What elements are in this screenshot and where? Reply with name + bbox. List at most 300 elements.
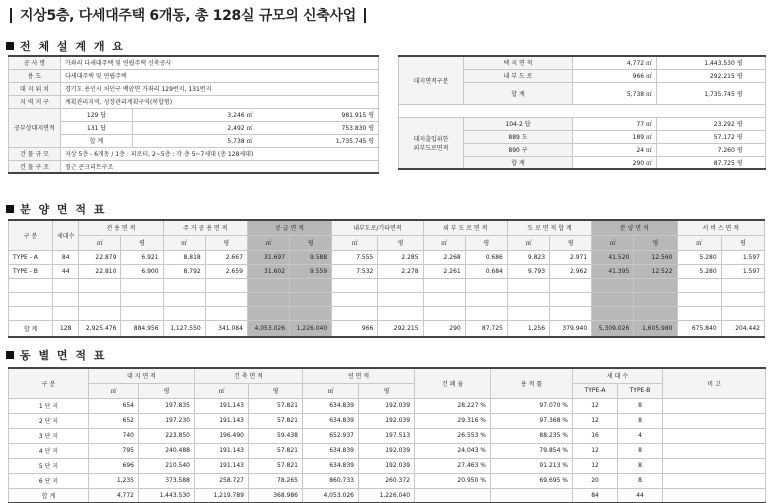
row-label: 3 단 지 [9, 428, 89, 443]
total-cell: 4,053.026 [303, 488, 359, 503]
table-cell: 2.659 [205, 264, 247, 278]
table-cell: 223.850 [139, 428, 195, 443]
unit-m2-header: ㎡ [247, 235, 289, 250]
table-cell: 634.839 [303, 413, 359, 428]
total-cell: 87.725 [465, 320, 507, 337]
table-cell: 2.278 [378, 264, 423, 278]
table-cell: 6.900 [121, 264, 163, 278]
table-row [9, 147, 379, 160]
table-cell: 22.879 [79, 250, 121, 264]
land-split-name: 내 부 도 로 [464, 69, 573, 82]
group-header: 건 축 면 적 [195, 368, 303, 383]
table-cell: 41.520 [592, 250, 634, 264]
total-cell: 1,219.789 [195, 488, 249, 503]
table-row [9, 398, 766, 413]
empty-cell [747, 143, 766, 156]
empty-cell [332, 306, 378, 320]
empty-cell [465, 278, 507, 292]
table-cell: 12 [573, 458, 618, 473]
group-header: 전 용 면 적 [79, 220, 163, 235]
empty-cell [290, 278, 332, 292]
total-cell: 5,309.026 [592, 320, 634, 337]
table-cell: 2.962 [550, 264, 592, 278]
empty-cell [423, 278, 465, 292]
unit-m2-header: ㎡ [89, 383, 139, 398]
table-cell: 634.839 [303, 398, 359, 413]
table-cell: 373.588 [139, 473, 195, 488]
table-cell: 41.395 [592, 264, 634, 278]
table-cell: 22.810 [79, 264, 121, 278]
group-header: 공 급 면 적 [247, 220, 331, 235]
group-header: 주 거 공 용 면 적 [163, 220, 247, 235]
empty-cell [9, 292, 53, 306]
empty-cell [163, 292, 205, 306]
table-cell: 260.372 [359, 473, 415, 488]
table-cell: 5.280 [677, 264, 721, 278]
row-label: TYPE - B [9, 264, 53, 278]
field-value: 경기도 용인시 처인구 백암면 가좌리 129번지, 131번지 [61, 82, 379, 95]
table-cell: 192.039 [359, 398, 415, 413]
row-label: 4 단 지 [9, 443, 89, 458]
table-row [9, 264, 765, 278]
outer-road-py: 87.725 평 [657, 156, 747, 169]
remarks-cell [663, 413, 766, 428]
land-split-name: 합 계 [464, 82, 573, 104]
table-cell: 2.667 [205, 250, 247, 264]
empty-cell [205, 306, 247, 320]
outer-road-name: 889 도 [464, 130, 573, 143]
field-label: 공 사 명 [9, 56, 61, 69]
table-cell: 8 [618, 473, 663, 488]
land-area-m2: 5,738 ㎡ [133, 134, 257, 147]
total-cell: 675.840 [677, 320, 721, 337]
table-cell: 88.235 % [491, 428, 573, 443]
empty-cell [205, 292, 247, 306]
land-split-m2: 4,772 ㎡ [573, 56, 657, 69]
empty-cell [592, 278, 634, 292]
table-cell: 192.039 [359, 458, 415, 473]
total-cell: 1,127.550 [163, 320, 205, 337]
empty-cell [747, 82, 766, 104]
table-cell: 12 [573, 443, 618, 458]
empty-cell [747, 117, 766, 130]
table-row [9, 428, 766, 443]
section-overview-title: 전 체 설 계 개 요 [20, 40, 125, 53]
unit-m2-header: ㎡ [507, 235, 549, 250]
unit-m2-header: ㎡ [303, 383, 359, 398]
empty-cell [465, 292, 507, 306]
blank-row [9, 306, 765, 320]
far-header: 용 적 률 [491, 368, 573, 398]
table-row [9, 134, 379, 147]
total-cell: 204.442 [721, 320, 764, 337]
table-cell: 97.070 % [491, 398, 573, 413]
total-cell: 4,053.026 [247, 320, 289, 337]
table-cell: 8.818 [163, 250, 205, 264]
empty-cell [747, 56, 766, 69]
overview-left-table [8, 55, 379, 174]
empty-cell [9, 306, 53, 320]
unit-m2-header: ㎡ [163, 235, 205, 250]
empty-cell [378, 278, 423, 292]
empty-cell [592, 306, 634, 320]
table-cell: 24.043 % [415, 443, 491, 458]
table-cell: 740 [89, 428, 139, 443]
total-cell: 1,226.040 [359, 488, 415, 503]
table-cell: 26.553 % [415, 428, 491, 443]
field-value: 계획관리지역, 성장관리계획구역(복합형) [61, 95, 379, 108]
empty-cell [121, 306, 163, 320]
empty-cell [721, 278, 764, 292]
table-cell: 696 [89, 458, 139, 473]
unit-py-header: 평 [121, 235, 163, 250]
remarks-header: 비 고 [663, 368, 766, 398]
empty-cell [332, 278, 378, 292]
unit-py-header: 평 [465, 235, 507, 250]
empty-cell [550, 306, 592, 320]
remarks-cell [663, 488, 766, 503]
empty-cell [747, 130, 766, 143]
section-area-title: 분 양 면 적 표 [20, 203, 107, 216]
table-cell: 79.854 % [491, 443, 573, 458]
remarks-cell [663, 428, 766, 443]
empty-cell [79, 306, 121, 320]
table-row [9, 69, 379, 82]
table-cell: 2.268 [423, 250, 465, 264]
table-cell: 6.921 [121, 250, 163, 264]
empty-cell [592, 292, 634, 306]
land-split-py: 1,443.530 평 [657, 56, 747, 69]
unit-m2-header: ㎡ [592, 235, 634, 250]
empty-cell [721, 306, 764, 320]
table-cell: 59.438 [249, 428, 303, 443]
section-building-heading [6, 348, 106, 362]
unit-py-header: 평 [359, 383, 415, 398]
table-row [9, 473, 766, 488]
table-cell: 31.602 [247, 264, 289, 278]
field-label: 용 도 [9, 69, 61, 82]
table-cell: 57.821 [249, 458, 303, 473]
table-cell: 795 [89, 443, 139, 458]
table-cell: 191.143 [195, 458, 249, 473]
remarks-cell [663, 398, 766, 413]
type-b-header: TYPE-B [618, 383, 663, 398]
section-area-heading [6, 202, 106, 216]
outer-road-m2: 77 ㎡ [573, 117, 657, 130]
row-label: 2 단 지 [9, 413, 89, 428]
land-area-py: 1,735.745 평 [257, 134, 379, 147]
table-cell: 8 [618, 398, 663, 413]
total-row [9, 320, 765, 337]
empty-cell [378, 306, 423, 320]
land-split-m2: 5,738 ㎡ [573, 82, 657, 104]
table-cell: 84 [53, 250, 79, 264]
unit-m2-header: ㎡ [677, 235, 721, 250]
table-row [399, 56, 766, 69]
empty-cell [550, 292, 592, 306]
land-area-name: 합 계 [61, 134, 133, 147]
outer-road-m2: 24 ㎡ [573, 143, 657, 156]
empty-cell [465, 306, 507, 320]
table-cell: 12.522 [634, 264, 677, 278]
table-cell: 860.733 [303, 473, 359, 488]
table-cell: 7.555 [332, 250, 378, 264]
empty-cell [53, 278, 79, 292]
empty-cell [634, 278, 677, 292]
empty-cell [399, 104, 766, 117]
total-row [9, 488, 766, 503]
unit-py-header: 평 [550, 235, 592, 250]
total-cell: 368.986 [249, 488, 303, 503]
table-row [9, 443, 766, 458]
empty-cell [53, 306, 79, 320]
total-label: 합 계 [9, 488, 89, 503]
table-cell: 31.697 [247, 250, 289, 264]
table-row [9, 82, 379, 95]
unit-py-header: 평 [139, 383, 195, 398]
table-row [9, 56, 379, 69]
empty-cell [747, 69, 766, 82]
total-cell: 2,925.476 [79, 320, 121, 337]
field-label: 건 물 구 조 [9, 160, 61, 173]
group-header: 도 로 면 적 합 계 [507, 220, 591, 235]
table-cell: 4 [618, 428, 663, 443]
empty-cell [163, 278, 205, 292]
table-cell: 192.039 [359, 443, 415, 458]
table-cell: 196.490 [195, 428, 249, 443]
outer-road-py: 57.172 평 [657, 130, 747, 143]
section-overview-heading [6, 39, 125, 53]
table-cell: 8.792 [163, 264, 205, 278]
group-header: 서 비 스 면 적 [677, 220, 765, 235]
table-cell: 1.597 [721, 264, 764, 278]
table-cell: 29.316 % [415, 413, 491, 428]
outer-road-m2: 290 ㎡ [573, 156, 657, 169]
total-cell: 1,605.980 [634, 320, 677, 337]
table-cell: 69.695 % [491, 473, 573, 488]
table-cell: 1,235 [89, 473, 139, 488]
group-header: 외 부 도 로 면 적 [423, 220, 507, 235]
total-cell: 341.084 [205, 320, 247, 337]
page-title-text: 지상5층, 다세대주택 6개동, 총 128실 규모의 신축사업 [20, 8, 356, 24]
total-cell: 128 [53, 320, 79, 337]
field-label: 건 물 규 모 [9, 147, 61, 160]
col-units-header: 세대수 [53, 220, 79, 250]
col-type-header: 구 분 [9, 368, 89, 398]
empty-cell [290, 292, 332, 306]
blank-row [399, 104, 766, 117]
row-label: 5 단 지 [9, 458, 89, 473]
empty-cell [247, 292, 289, 306]
table-cell: 28.227 % [415, 398, 491, 413]
building-table [8, 367, 766, 503]
total-cell: 44 [618, 488, 663, 503]
remarks-cell [663, 473, 766, 488]
total-cell: 4,772 [89, 488, 139, 503]
table-cell: 91.213 % [491, 458, 573, 473]
table-cell: 191.143 [195, 443, 249, 458]
remarks-cell [663, 458, 766, 473]
group-header: 대 지 면 적 [89, 368, 195, 383]
table-cell: 210.540 [139, 458, 195, 473]
table-cell: 9.823 [507, 250, 549, 264]
total-cell: 379.940 [550, 320, 592, 337]
empty-cell [507, 278, 549, 292]
blank-row [9, 278, 765, 292]
unit-m2-header: ㎡ [195, 383, 249, 398]
blank-row [9, 292, 765, 306]
unit-py-header: 평 [249, 383, 303, 398]
empty-cell [507, 306, 549, 320]
table-cell: 197.230 [139, 413, 195, 428]
table-cell: 78.265 [249, 473, 303, 488]
table-cell: 9.793 [507, 264, 549, 278]
page-title [8, 4, 366, 26]
table-cell: 12 [573, 398, 618, 413]
row-label: 1 단 지 [9, 398, 89, 413]
table-row [9, 250, 765, 264]
table-cell: 27.463 % [415, 458, 491, 473]
table-row [9, 413, 766, 428]
field-value: 가좌리 다세대주택 및 연립주택 신축공사 [61, 56, 379, 69]
empty-cell [677, 306, 721, 320]
table-cell: 9.588 [290, 250, 332, 264]
empty-cell [205, 278, 247, 292]
table-cell: 12 [573, 413, 618, 428]
total-cell: 884.956 [121, 320, 163, 337]
header-row [9, 220, 765, 235]
title-bar-right [364, 8, 366, 23]
table-cell: 16 [573, 428, 618, 443]
land-split-label: 대지면적구분 [399, 56, 464, 104]
table-row [9, 121, 379, 134]
total-cell [491, 488, 573, 503]
total-cell: 292.215 [378, 320, 423, 337]
empty-cell [247, 278, 289, 292]
empty-cell [423, 306, 465, 320]
table-cell: 57.821 [249, 443, 303, 458]
table-cell: 8 [618, 443, 663, 458]
field-label: 대 지 위 치 [9, 82, 61, 95]
total-cell [415, 488, 491, 503]
table-cell: 2.285 [378, 250, 423, 264]
table-cell: 9.559 [290, 264, 332, 278]
empty-cell [634, 306, 677, 320]
table-row [9, 160, 379, 173]
land-split-py: 292.215 평 [657, 69, 747, 82]
outer-road-name: 104-2 답 [464, 117, 573, 130]
total-cell: 966 [332, 320, 378, 337]
table-cell: 8 [618, 413, 663, 428]
unit-py-header: 평 [634, 235, 677, 250]
empty-cell [290, 306, 332, 320]
table-cell: 197.513 [359, 428, 415, 443]
table-cell: 652.937 [303, 428, 359, 443]
remarks-cell [663, 443, 766, 458]
table-cell: 7.532 [332, 264, 378, 278]
empty-cell [121, 278, 163, 292]
empty-cell [121, 292, 163, 306]
table-row [9, 458, 766, 473]
unit-m2-header: ㎡ [423, 235, 465, 250]
empty-cell [423, 292, 465, 306]
unit-m2-header: ㎡ [332, 235, 378, 250]
outer-road-py: 7.260 평 [657, 143, 747, 156]
outer-road-name: 합 계 [464, 156, 573, 169]
outer-road-label-line2: 외부도로면적 [413, 144, 449, 152]
land-area-label: 공부상대지면적 [9, 108, 61, 147]
empty-cell [79, 292, 121, 306]
section-building-title: 동 별 면 적 표 [20, 349, 107, 362]
header-row [9, 383, 766, 398]
group-header: 분 양 면 적 [592, 220, 677, 235]
land-area-py: 753.830 평 [257, 121, 379, 134]
header-row [9, 368, 766, 383]
table-cell: 258.727 [195, 473, 249, 488]
total-cell: 1,226.040 [290, 320, 332, 337]
overview-right-table [398, 55, 766, 170]
empty-cell [53, 292, 79, 306]
table-cell: 654 [89, 398, 139, 413]
header-row [9, 235, 765, 250]
total-cell: 84 [573, 488, 618, 503]
type-a-header: TYPE-A [573, 383, 618, 398]
coverage-header: 건 폐 율 [415, 368, 491, 398]
outer-road-py: 23.292 평 [657, 117, 747, 130]
empty-cell [332, 292, 378, 306]
land-area-m2: 3,246 ㎡ [133, 108, 257, 121]
table-cell: 57.821 [249, 413, 303, 428]
empty-cell [378, 292, 423, 306]
unit-py-header: 평 [205, 235, 247, 250]
land-area-m2: 2,492 ㎡ [133, 121, 257, 134]
table-cell: 5.280 [677, 250, 721, 264]
section-square-icon [6, 205, 14, 213]
field-label: 지 역 지 구 [9, 95, 61, 108]
empty-cell [79, 278, 121, 292]
land-split-name: 택 지 면 적 [464, 56, 573, 69]
title-bar-left [10, 8, 12, 23]
section-square-icon [6, 42, 14, 50]
total-label: 합 계 [9, 320, 53, 337]
empty-cell [247, 306, 289, 320]
row-label: 6 단 지 [9, 473, 89, 488]
table-cell: 1.597 [721, 250, 764, 264]
empty-cell [550, 278, 592, 292]
units-group-header: 세 대 수 [573, 368, 663, 383]
land-split-m2: 966 ㎡ [573, 69, 657, 82]
field-value: 지상 5층 - 6개동 / 1층 : 피로티, 2~5층 : 각 층 5~7세대 (총 128세대) [61, 147, 379, 160]
table-cell: 0.686 [465, 250, 507, 264]
table-row [399, 117, 766, 130]
outer-road-label-line1: 대지출입위한 [413, 135, 449, 143]
empty-cell [163, 306, 205, 320]
empty-cell [634, 292, 677, 306]
table-cell: 44 [53, 264, 79, 278]
table-cell: 20.950 % [415, 473, 491, 488]
table-row [9, 95, 379, 108]
total-cell: 290 [423, 320, 465, 337]
col-type-header: 구 분 [9, 220, 53, 250]
area-table [8, 219, 765, 338]
table-cell: 191.143 [195, 413, 249, 428]
table-cell: 240.488 [139, 443, 195, 458]
land-split-py: 1,735.745 평 [657, 82, 747, 104]
table-cell: 634.839 [303, 458, 359, 473]
table-cell: 2.261 [423, 264, 465, 278]
empty-cell [677, 278, 721, 292]
total-cell: 1,443.530 [139, 488, 195, 503]
